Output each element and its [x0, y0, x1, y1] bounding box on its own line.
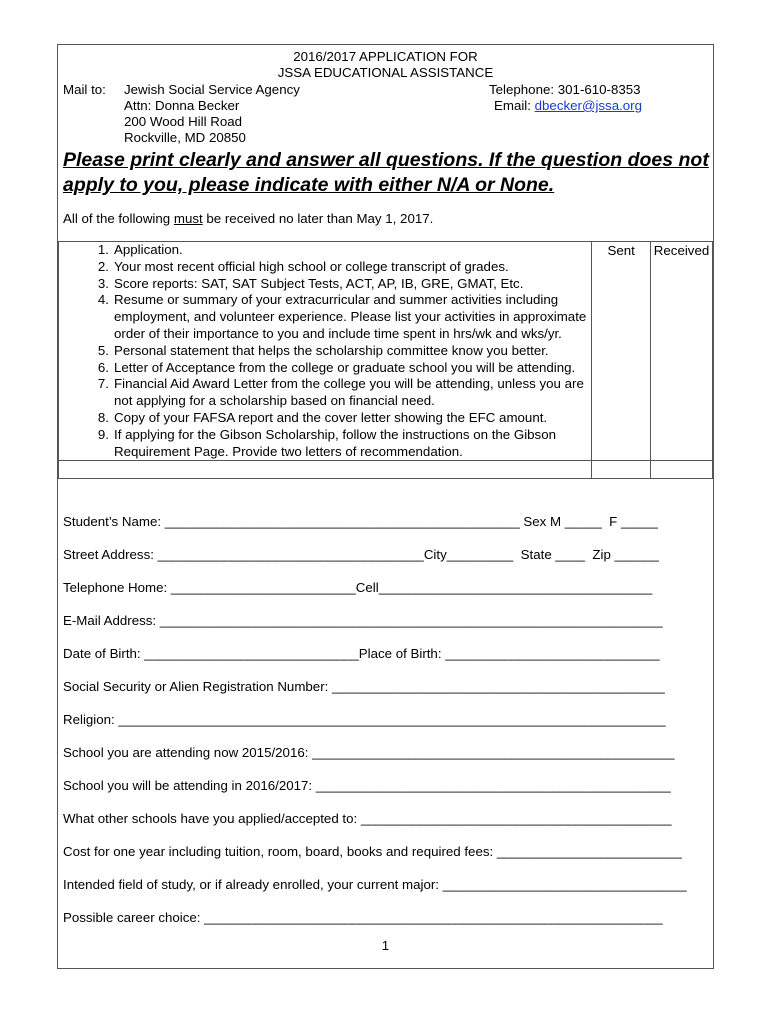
- form-title-line-2: JSSA EDUCATIONAL ASSISTANCE: [277, 65, 494, 80]
- deadline-note: All of the following must be received no later than May 1, 2017.: [63, 211, 434, 226]
- form-field-line[interactable]: Street Address: ____________________________________City_________ State ____ Zip ______: [63, 547, 659, 562]
- form-field-line[interactable]: Religion: __________________________________________________________________________: [63, 712, 666, 727]
- form-field-line[interactable]: E-Mail Address: ____________________________________________________________________: [63, 613, 663, 628]
- checklist-items: [59, 242, 592, 461]
- sent-column[interactable]: [592, 242, 651, 461]
- form-field-line[interactable]: School you will be attending in 2016/2017: ________________________________________________: [63, 778, 671, 793]
- form-field-line[interactable]: Telephone Home: _________________________Cell_____________________________________: [63, 580, 653, 595]
- checklist-blank-cell: [59, 461, 592, 479]
- email-link[interactable]: dbecker@jssa.org: [534, 98, 643, 113]
- address-line-4: Rockville, MD 20850: [124, 130, 246, 145]
- checklist-item-text: Letter of Acceptance from the college or graduate school you will be attending.: [114, 359, 576, 375]
- checklist-item-number: 3.: [97, 275, 109, 291]
- checklist-item: [59, 242, 591, 259]
- form-field-line[interactable]: Intended field of study, or if already enrolled, your current major: _________________________________: [63, 877, 687, 892]
- form-field-line[interactable]: What other schools have you applied/accepted to: __________________________________________: [63, 811, 672, 826]
- checklist-item: [59, 292, 591, 342]
- form-field-line[interactable]: Social Security or Alien Registration Number: _____________________________________________: [63, 679, 665, 694]
- email-label: Email:: [494, 98, 535, 113]
- address-line-2: Attn: Donna Becker: [124, 98, 240, 113]
- checklist-item-number: 4.: [97, 292, 109, 308]
- mail-to-label: Mail to:: [63, 82, 106, 97]
- received-header: Received: [653, 243, 710, 258]
- requirements-checklist: [58, 241, 713, 479]
- checklist-item-text: Resume or summary of your extracurricular and summer activities including employment, and volunteer experience. Please list your activities in approximate order of their importance to you and include time spent in hrs/wk and wks/yr.: [114, 292, 587, 341]
- checklist-item-text: Application.: [114, 242, 183, 257]
- checklist-item-number: 1.: [97, 242, 109, 257]
- checklist-item-text: If applying for the Gibson Scholarship, follow the instructions on the Gibson Requirement Page. Provide two letters of recommendation.: [114, 426, 556, 459]
- received-column[interactable]: [651, 242, 713, 461]
- form-field-line[interactable]: Cost for one year including tuition, room, board, books and required fees: _________________________: [63, 844, 682, 859]
- checklist-item-text: Personal statement that helps the scholarship committee know you better.: [114, 342, 549, 358]
- checklist-item-text: Copy of your FAFSA report and the cover letter showing the EFC amount.: [114, 409, 548, 425]
- form-field-line[interactable]: Student’s Name: ________________________________________________ Sex M _____ F _____: [63, 514, 658, 529]
- form-title-line-1: 2016/2017 APPLICATION FOR: [293, 49, 478, 64]
- sent-blank-cell[interactable]: [592, 461, 651, 479]
- address-line-3: 200 Wood Hill Road: [124, 114, 243, 129]
- checklist-item-number: 7.: [97, 376, 109, 392]
- checklist-item: [59, 410, 591, 427]
- checklist-item-number: 8.: [97, 409, 109, 425]
- checklist-item: [59, 343, 591, 360]
- checklist-item: [59, 427, 591, 461]
- received-blank-cell[interactable]: [651, 461, 713, 479]
- instructions-heading: Please print clearly and answer all questions. If the question does not apply to you, please indicate with either N/A or None.: [63, 149, 709, 196]
- email-contact: [494, 98, 642, 114]
- checklist-item: [59, 360, 591, 377]
- checklist-item: [59, 376, 591, 410]
- checklist-item-text: Your most recent official high school or college transcript of grades.: [114, 258, 509, 274]
- form-field-line[interactable]: Possible career choice: ______________________________________________________________: [63, 910, 663, 925]
- form-field-line[interactable]: Date of Birth: _____________________________Place of Birth: _____________________________: [63, 646, 660, 661]
- page-number: 1: [381, 938, 390, 953]
- telephone-contact: Telephone: 301-610-8353: [489, 82, 641, 97]
- checklist-item: [59, 259, 591, 276]
- deadline-emphasis: must: [173, 211, 203, 226]
- application-page: [57, 44, 714, 969]
- checklist-item-number: 2.: [97, 258, 109, 274]
- checklist-item-number: 5.: [97, 342, 109, 358]
- sent-header: Sent: [607, 243, 635, 258]
- checklist-item-number: 9.: [97, 426, 109, 442]
- form-field-line[interactable]: School you are attending now 2015/2016: _________________________________________________: [63, 745, 675, 760]
- checklist-item-text: Financial Aid Award Letter from the college you will be attending, unless you are not applying for a scholarship based on financial need.: [114, 376, 584, 409]
- checklist-item-text: Score reports: SAT, SAT Subject Tests, ACT, AP, IB, GRE, GMAT, Etc.: [114, 275, 524, 291]
- checklist-item: [59, 276, 591, 293]
- address-line-1: Jewish Social Service Agency: [124, 82, 300, 97]
- checklist-item-number: 6.: [97, 359, 109, 375]
